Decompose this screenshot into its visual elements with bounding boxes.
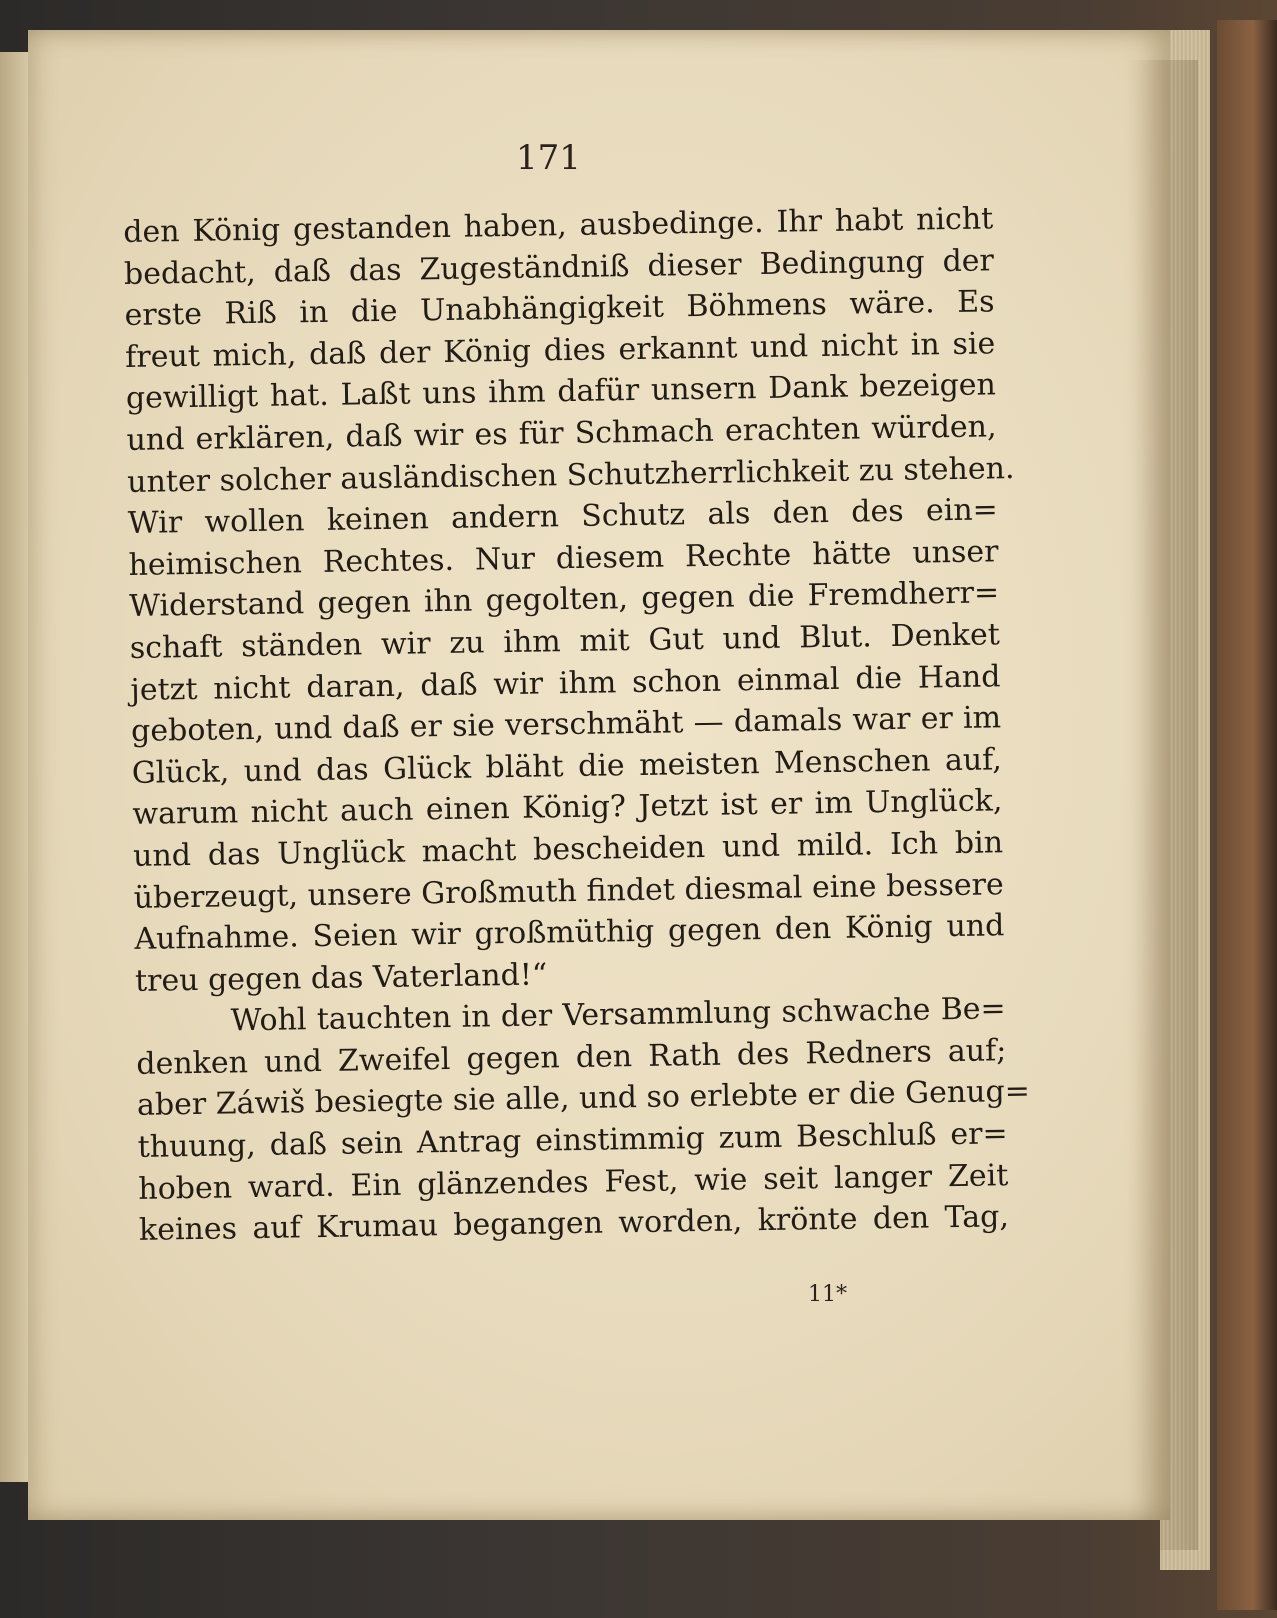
text-line: hoben ward. Ein glänzendes Fest, wie seit langer Zeit — [138, 1157, 1009, 1207]
text-line: Glück, und das Glück bläht die meisten Menschen auf, — [131, 741, 1002, 791]
text-line: bedacht, daß das Zugeständniß dieser Bedingung der — [123, 242, 995, 292]
text-line: denken und Zweifel gegen den Rath des Redners auf; — [136, 1033, 1007, 1082]
text-line: warum nicht auch einen König? Jetzt ist er im Unglück, — [132, 783, 1003, 833]
text-line: schaft ständen wir zu ihm mit Gut und Blut. Denket — [129, 617, 1001, 666]
text-line: heimischen Rechtes. Nur diesem Rechte hätte unser — [128, 534, 999, 583]
left-page-edge — [0, 52, 30, 1482]
text-line: und erklären, daß wir es für Schmach erachten würden, — [126, 409, 997, 458]
text-line: unter solcher ausländischen Schutzherrlichkeit zu stehen. — [126, 450, 1015, 500]
text-line: überzeugt, unsere Großmuth findet diesmal eine bessere — [133, 866, 1004, 916]
text-line: den König gestanden haben, ausbedinge. Ihr habt nicht — [123, 201, 994, 250]
text-line: thuung, daß sein Antrag einstimmig zum Beschluß er= — [137, 1116, 1008, 1165]
text-line: Widerstand gegen ihn gegolten, gegen die Fremdherr= — [128, 575, 1000, 625]
signature-mark: 11* — [808, 1282, 847, 1307]
text-line: jetzt nicht daran, daß wir ihm schon einmal die Hand — [130, 658, 1001, 708]
text-line: geboten, und daß er sie verschmäht — damals war er im — [130, 700, 1002, 750]
text-line: Wir wollen keinen andern Schutz als den des ein= — [127, 492, 999, 542]
text-line: keines auf Krumau begangen worden, krönte den Tag, — [138, 1199, 1010, 1249]
text-line: und das Unglück macht bescheiden und mild. Ich bin — [132, 825, 1004, 874]
text-line: freut mich, daß der König dies erkannt und nicht in sie — [125, 326, 996, 375]
binding-shadow — [1128, 60, 1198, 1550]
page-text — [123, 198, 1031, 1251]
book-page — [28, 30, 1170, 1520]
text-line: erste Riß in die Unabhängigkeit Böhmens wäre. Es — [124, 284, 995, 334]
book-cover-edge — [1217, 20, 1277, 1610]
text-line: treu gegen das Vaterland!“ — [134, 957, 548, 999]
text-line: Wohl tauchten in der Versammlung schwache Be= — [230, 991, 1006, 1039]
text-line: gewilligt hat. Laßt uns ihm dafür unsern Dank bezeigen — [125, 367, 997, 417]
page-number: 171 — [516, 138, 581, 178]
text-line: Aufnahme. Seien wir großmüthig gegen den König und — [134, 908, 1005, 958]
text-line: aber Záwiš besiegte sie alle, und so erlebte er die Genug= — [136, 1074, 1031, 1124]
